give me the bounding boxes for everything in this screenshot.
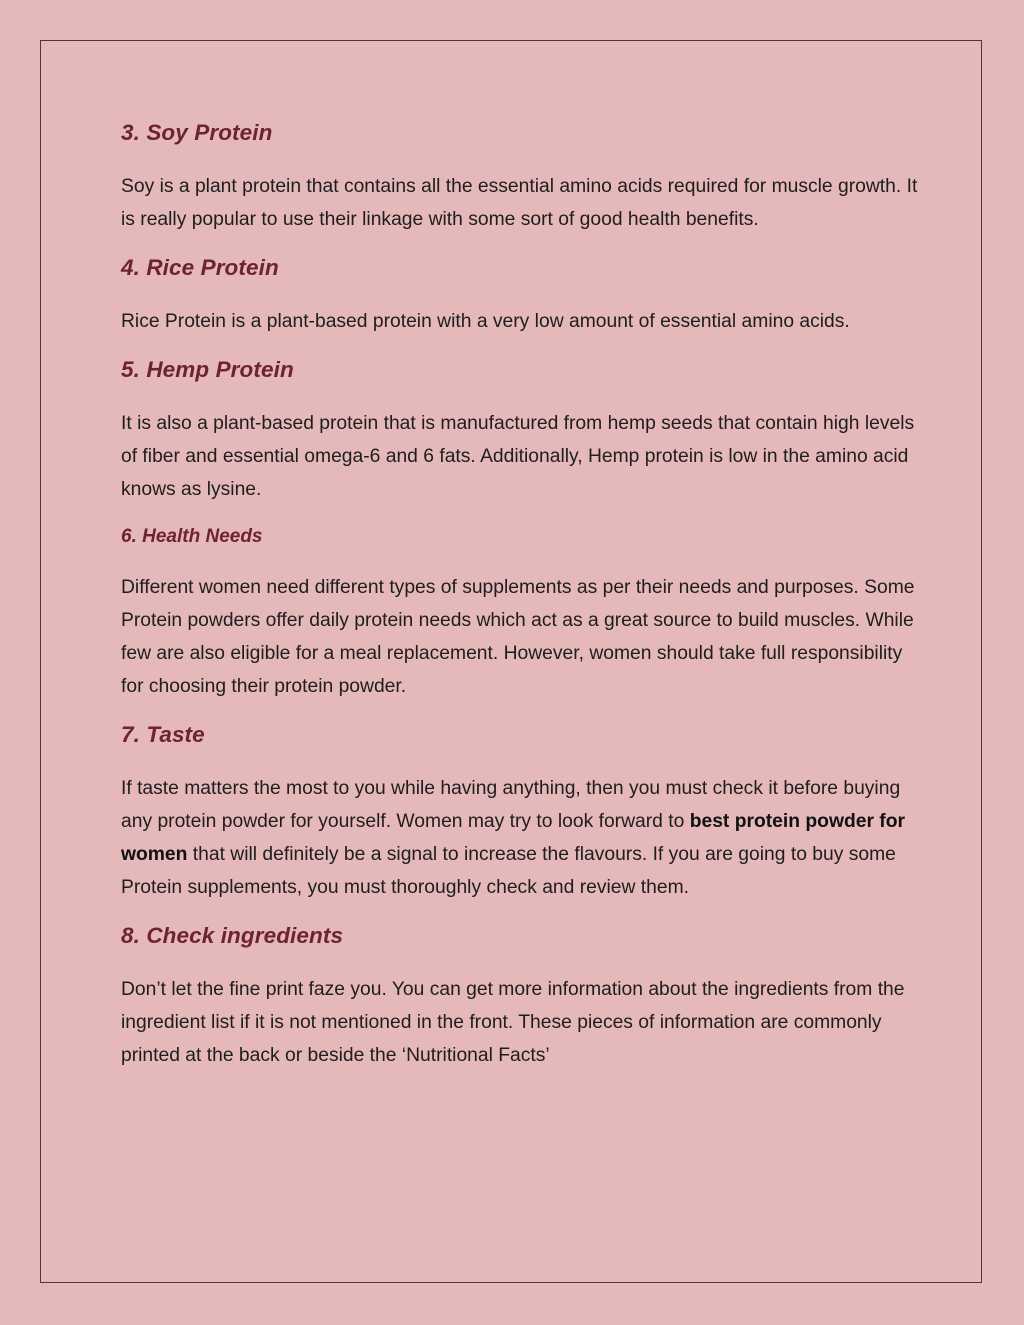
heading-health-needs: 6. Health Needs — [121, 526, 263, 547]
paragraph-soy-protein: Soy is a plant protein that contains all the essential amino acids required for muscle growth. It is really popular to use their linkage with some sort of good health benefits. — [121, 176, 918, 230]
paragraph-taste-part1: If taste matters the most to you while having anything, then you must check it before buying any protein powder for yourself. Women may try to look forward to — [121, 778, 901, 832]
document-content — [121, 118, 921, 1072]
paragraph-taste — [121, 772, 921, 904]
heading-soy-protein: 3. Soy Protein — [121, 120, 273, 145]
paragraph-hemp-protein: It is also a plant-based protein that is manufactured from hemp seeds that contain high levels of fiber and essential omega-6 and 6 fats. Additionally, Hemp protein is low in the amino acid knows as lysine. — [121, 413, 915, 500]
paragraph-rice-protein: Rice Protein is a plant-based protein with a very low amount of essential amino acids. — [121, 311, 850, 332]
paragraph-health-needs: Different women need different types of supplements as per their needs and purposes. Some Protein powders offer daily protein needs which act as a great source to build muscles. While few are also eligible for a meal replacement. However, women should take full responsibility for choosing their protein powder. — [121, 577, 915, 697]
heading-rice-protein: 4. Rice Protein — [121, 255, 279, 280]
paragraph-taste-part2: that will definitely be a signal to increase the flavours. If you are going to buy some Protein supplements, you must thoroughly check and review them. — [121, 844, 896, 898]
best-protein-powder-link[interactable]: best protein powder for women — [121, 811, 906, 865]
heading-taste: 7. Taste — [121, 722, 205, 747]
heading-hemp-protein: 5. Hemp Protein — [121, 357, 294, 382]
heading-check-ingredients: 8. Check ingredients — [121, 923, 344, 948]
paragraph-check-ingredients: Don’t let the fine print faze you. You can get more information about the ingredients from the ingredient list if it is not mentioned in the front. These pieces of information are commonly printed at the back or beside the ‘Nutritional Facts’ — [121, 979, 905, 1066]
